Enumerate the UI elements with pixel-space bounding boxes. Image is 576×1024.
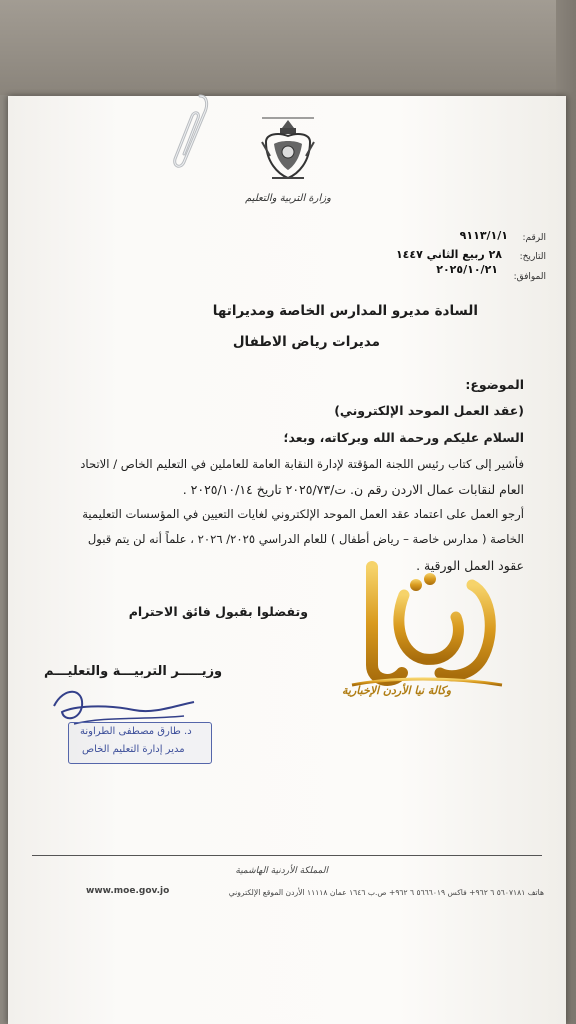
- subject-value: (عقد العمل الموحد الإلكتروني): [334, 403, 524, 418]
- footer-country: المملكة الأردنية الهاشمية: [235, 866, 328, 876]
- paragraph1-line1: فأشير إلى كتاب رئيس اللجنة المؤقتة لإدارة النقابة العامة للعاملين في التعليم الخاص / الاتحاد: [80, 457, 524, 471]
- paragraph1-line2: العام لنقابات عمال الاردن رقم ن. ت/٢٠٢٥/٧٣ تاريخ ٢٠٢٥/١٠/١٤ .: [182, 482, 524, 497]
- date-hijri: ٢٨ ربيع الثاني ١٤٤٧: [395, 248, 502, 261]
- coat-of-arms-icon: [258, 112, 318, 187]
- recipients-line2: مديرات رياض الاطفال: [232, 334, 380, 350]
- paragraph2-line2: الخاصة ( مدارس خاصة – رياض أطفال ) للعام الدراسي ٢٠٢٥/ ٢٠٢٦ ، علماً أنه لن يتم قبول: [87, 532, 524, 546]
- paper-clip-icon: [170, 92, 210, 172]
- greeting: السلام عليكم ورحمة الله وبركاته، وبعد؛: [283, 430, 524, 445]
- footer-website[interactable]: www.moe.gov.jo: [86, 886, 170, 896]
- ref-value: ٩١١٣/١/١: [459, 229, 508, 242]
- date-label: التاريخ:: [519, 252, 546, 262]
- footer-divider: [32, 855, 542, 856]
- paragraph2-line3: عقود العمل الورقية .: [416, 558, 524, 573]
- signatory-title: وزيـــــر التربيـــة والتعليـــم: [44, 664, 223, 679]
- closing: وتفضلوا بقبول فائق الاحترام: [128, 604, 308, 619]
- corresponding-label: الموافق:: [513, 272, 546, 282]
- watermark-caption: وكالة نيا الأردن الإخبارية: [342, 684, 452, 697]
- stamp-title: مدير إدارة التعليم الخاص: [82, 744, 185, 755]
- ministry-name: وزارة التربية والتعليم: [245, 193, 331, 204]
- subject-label: الموضوع:: [465, 377, 524, 392]
- recipients-line1: السادة مديرو المدارس الخاصة ومديراتها: [212, 303, 478, 319]
- paragraph2-line1: أرجو العمل على اعتماد عقد العمل الموحد الإلكتروني لغايات التعيين في المؤسسات التعليمية: [82, 507, 524, 521]
- footer-contact: هاتف ٥٦٠٧١٨١ ٦ ٩٦٢+ فاكس ٥٦٦٦٠١٩ ٦ ٩٦٢+ ص.ب ١٦٤٦ عمان ١١١١٨ الأردن الموقع الإلكتروني: [228, 888, 544, 897]
- stamp-name: د. طارق مصطفى الطراونة: [80, 726, 192, 737]
- ref-label: الرقم:: [522, 233, 546, 243]
- desk-background: [0, 0, 576, 95]
- coat-of-arms: [238, 112, 338, 217]
- date-gregorian: ٢٠٢٥/١٠/٢١: [436, 263, 498, 276]
